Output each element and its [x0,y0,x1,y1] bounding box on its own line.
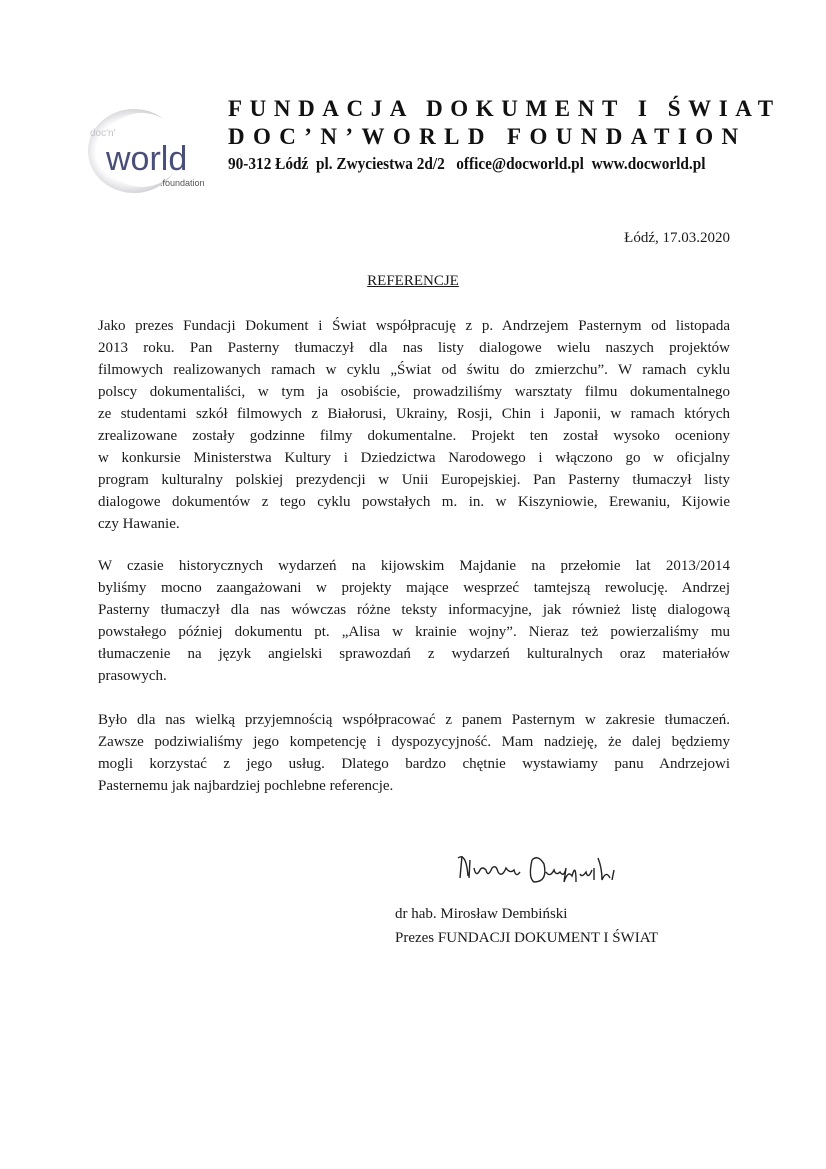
paragraph-1 [98,315,730,535]
text-line: powstałego później dokumentu pt. „Alisa w krainie wojny”. Nieraz też powierzaliśmy mu [98,624,730,640]
text-line: Zawsze podziwialiśmy jego kompetencję i dyspozycyjność. Mam nadzieję, że dalej będziemy [98,734,730,750]
letter-title: REFERENCJE [367,273,459,289]
letterhead-name-pl: FUNDACJA DOKUMENT I ŚWIAT [228,96,781,121]
letterhead-name-en: DOC’N’WORLD FOUNDATION [228,124,747,149]
text-line: tłumaczenie na język angielski sprawozdań z wydarzeń kulturalnych oraz materiałów [98,646,730,662]
text-line: polscy dokumentaliści, w tym ja osobiście, prowadziliśmy warsztaty filmu dokumentalnego [98,384,730,400]
logo-small-text: doc'n' [90,128,116,139]
handwritten-signature [452,848,622,898]
paragraph-2 [98,555,730,687]
signer-name: dr hab. Mirosław Dembiński [395,906,568,922]
paragraph-3 [98,709,730,797]
text-line: program kulturalny polskiej prezydencji w Unii Europejskiej. Pan Pasterny tłumaczył listy [98,472,730,488]
letter-date: Łódź, 17.03.2020 [624,230,730,246]
text-line: Pasterny tłumaczył dla nas wówczas różne teksty informacyjne, jak również listę dialogową [98,602,730,618]
text-line: Pasternemu jak najbardziej pochlebne referencje. [98,778,394,794]
text-line: filmowych realizowanych ramach w cyklu „Świat od świtu do zmierzchu”. W ramach cyklu [98,362,730,378]
text-line: Jako prezes Fundacji Dokument i Świat współpracuję z p. Andrzejem Pasternym od listopada [98,318,730,334]
letterhead-address: 90-312 Łódź pl. Zwyciestwa 2d/2 office@docworld.pl www.docworld.pl [228,154,706,173]
text-line: Było dla nas wielką przyjemnością współpracować z panem Pasternym w zakresie tłumaczeń. [98,712,730,728]
text-line: prasowych. [98,668,167,684]
text-line: 2013 roku. Pan Pasterny tłumaczył dla nas listy dialogowe wielu naszych projektów [98,340,730,356]
docworld-logo [86,106,216,196]
text-line: dialogowe dokumentów z tego cyklu powstałych m. in. w Kiszyniowie, Erewaniu, Kijowie [98,494,730,510]
logo-sub-text: .foundation [160,178,205,188]
text-line: zrealizowane zostały godzinne filmy dokumentalne. Projekt ten został wysoko oceniony [98,428,730,444]
text-line: W czasie historycznych wydarzeń na kijowskim Majdanie na przełomie lat 2013/2014 [98,558,730,574]
text-line: czy Hawanie. [98,516,180,532]
text-line: ze studentami szkół filmowych z Białorusi, Ukrainy, Rosji, Chin i Japonii, w ramach których [98,406,730,422]
text-line: w konkursie Ministerstwa Kultury i Dziedzictwa Narodowego i włączono go w oficjalny [98,450,730,466]
signer-role: Prezes FUNDACJI DOKUMENT I ŚWIAT [395,930,659,946]
text-line: byliśmy mocno zaangażowani w projekty mające wesprzeć tamtejszą rewolucję. Andrzej [98,580,730,596]
signer-block [395,902,658,950]
logo-main-text: world [106,140,188,178]
text-line: mogli korzystać z jego usług. Dlatego bardzo chętnie wystawiamy panu Andrzejowi [98,756,730,772]
